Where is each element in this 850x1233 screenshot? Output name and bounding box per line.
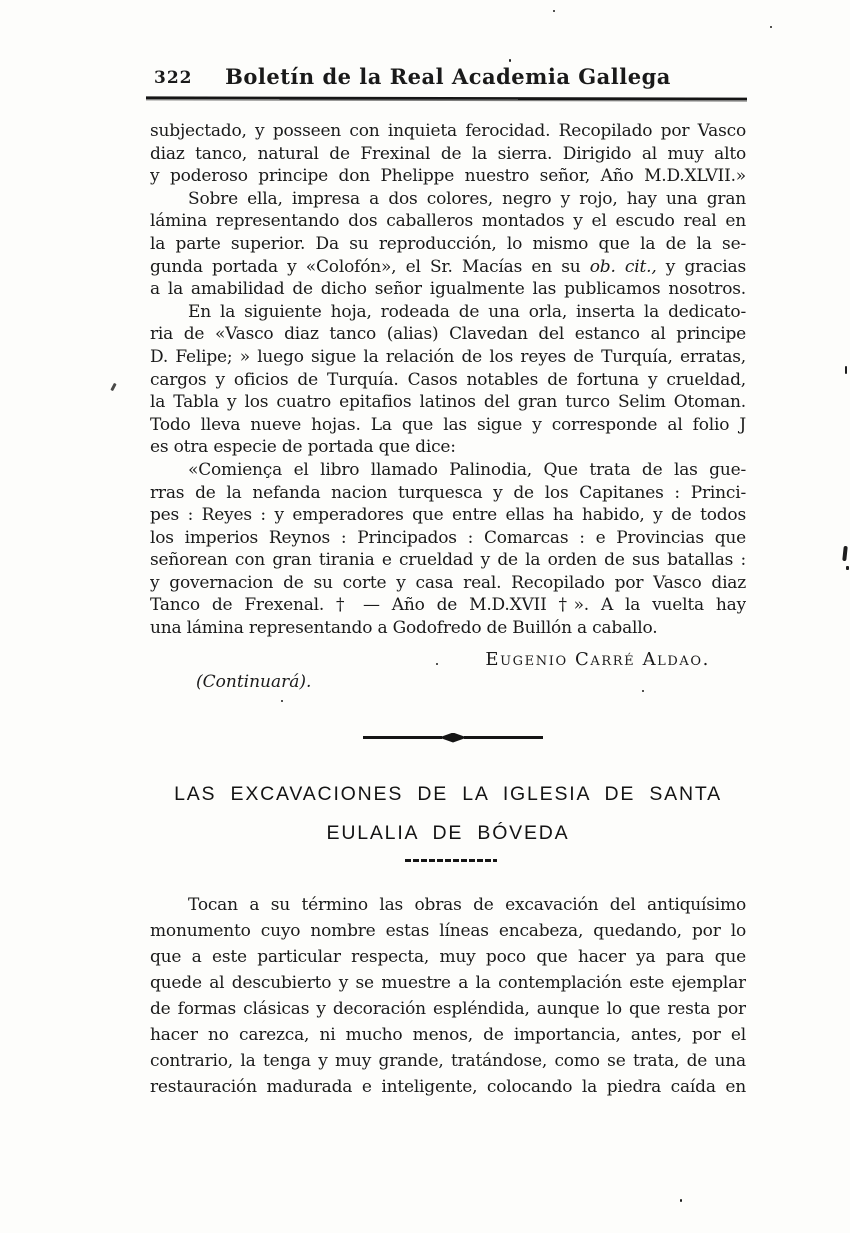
continuation-note: (Continuará). — [196, 672, 312, 692]
text-line: D. Felipe; » luego sigue la relación de los reyes de Turquía, erratas, — [150, 346, 746, 367]
next-article-title — [150, 775, 746, 853]
text-line: hacer no carezca, ni mucho menos, de importancia, antes, por el — [150, 1025, 746, 1045]
scan-noise — [845, 366, 847, 374]
text-line: cargos y oficios de Turquía. Casos notables de fortuna y crueldad, — [150, 369, 746, 390]
text-line: monumento cuyo nombre estas líneas encabeza, quedando, por lo — [150, 921, 746, 941]
header-rule — [146, 96, 747, 101]
scan-noise — [553, 10, 555, 12]
journal-title: Boletín de la Real Academia Gallega — [225, 64, 671, 89]
text-line: pes : Reyes : y emperadores que entre ellas ha habido, y de todos — [150, 505, 746, 526]
text-line: ria de «Vasco diaz tanco (alias) Clavedan del estanco al principe — [150, 324, 746, 345]
text-line: señorean con gran tirania e crueldad y de la orden de sus batallas : — [150, 550, 746, 571]
page-number: 322 — [154, 68, 193, 88]
scan-noise — [436, 663, 438, 665]
scan-noise — [642, 690, 644, 692]
text-line: gunda portada y «Colofón», el Sr. Macías en su ob. cit., y gracias — [150, 256, 746, 277]
text-line: restauración madurada e inteligente, colocando la piedra caída en — [150, 1077, 746, 1097]
scan-noise — [842, 546, 848, 561]
text-line: Sobre ella, impresa a dos colores, negro y rojo, hay una gran — [188, 188, 746, 209]
running-header — [150, 64, 746, 94]
scan-noise — [110, 383, 116, 391]
text-line: rras de la nefanda nacion turquesca y de los Capitanes : Princi- — [150, 482, 746, 503]
text-line: lámina representando dos caballeros montados y el escudo real en — [150, 211, 746, 232]
text-line: de formas clásicas y decoración espléndida, aunque lo que resta por — [150, 999, 746, 1019]
text-line: es otra especie de portada que dice: — [150, 437, 456, 458]
text-line: subjectado, y posseen con inquieta ferocidad. Recopilado por Vasco — [150, 121, 746, 141]
scan-noise — [680, 1199, 682, 1202]
text-line: contrario, la tenga y muy grande, tratándose, como se trata, de una — [150, 1051, 746, 1071]
scan-noise — [509, 59, 511, 62]
title-line-2: EULALIA DE BÓVEDA — [326, 822, 570, 844]
text-line: Tanco de Frexenal. † — Año de M.D.XVII †». A la vuelta hay — [150, 595, 746, 616]
text-line: Todo lleva nueve hojas. La que las sigue y corresponde al folio J — [150, 414, 746, 435]
title-underline-rule — [405, 859, 497, 862]
scan-noise — [770, 26, 772, 28]
text-line: la Tabla y los cuatro epitafios latinos del gran turco Selim Otoman. — [150, 392, 746, 413]
text-line: «Comiença el libro llamado Palinodia, Que trata de las gue- — [188, 459, 746, 480]
text-line: quede al descubierto y se muestre a la contemplación este ejemplar — [150, 973, 746, 993]
next-article-text — [150, 892, 746, 1100]
text-line: una lámina representando a Godofredo de Buillón a caballo. — [150, 618, 658, 639]
section-divider — [363, 731, 543, 744]
text-line: Tocan a su término las obras de excavación del antiquísimo — [188, 895, 746, 915]
text-line: diaz tanco, natural de Frexinal de la sierra. Dirigido al muy alto — [150, 143, 746, 164]
title-line-1: LAS EXCAVACIONES DE LA IGLESIA DE SANTA — [174, 783, 722, 805]
divider-line-right — [464, 736, 543, 739]
article-end-text — [150, 120, 746, 640]
text-line: los imperios Reynos : Principados : Comarcas : e Provincias que — [150, 527, 746, 548]
text-line: En la siguiente hoja, rodeada de una orla, inserta la dedicato- — [188, 301, 746, 322]
author-signature: Eugenio Carré Aldao. — [485, 649, 710, 670]
diamond-ornament-icon — [439, 733, 467, 743]
text-line: a la amabilidad de dicho señor igualmente las publicamos nosotros. — [150, 279, 746, 300]
divider-line-left — [363, 736, 442, 739]
text-line: que a este particular respecta, muy poco que hacer ya para que — [150, 947, 746, 967]
scan-noise — [281, 700, 283, 702]
text-line: y governacion de su corte y casa real. Recopilado por Vasco diaz — [150, 572, 746, 593]
text-line: y poderoso principe don Phelippe nuestro señor, Año M.D.XLVII.» — [150, 166, 746, 187]
scan-noise — [846, 566, 849, 570]
text-line: la parte superior. Da su reproducción, lo mismo que la de la se- — [150, 233, 746, 254]
